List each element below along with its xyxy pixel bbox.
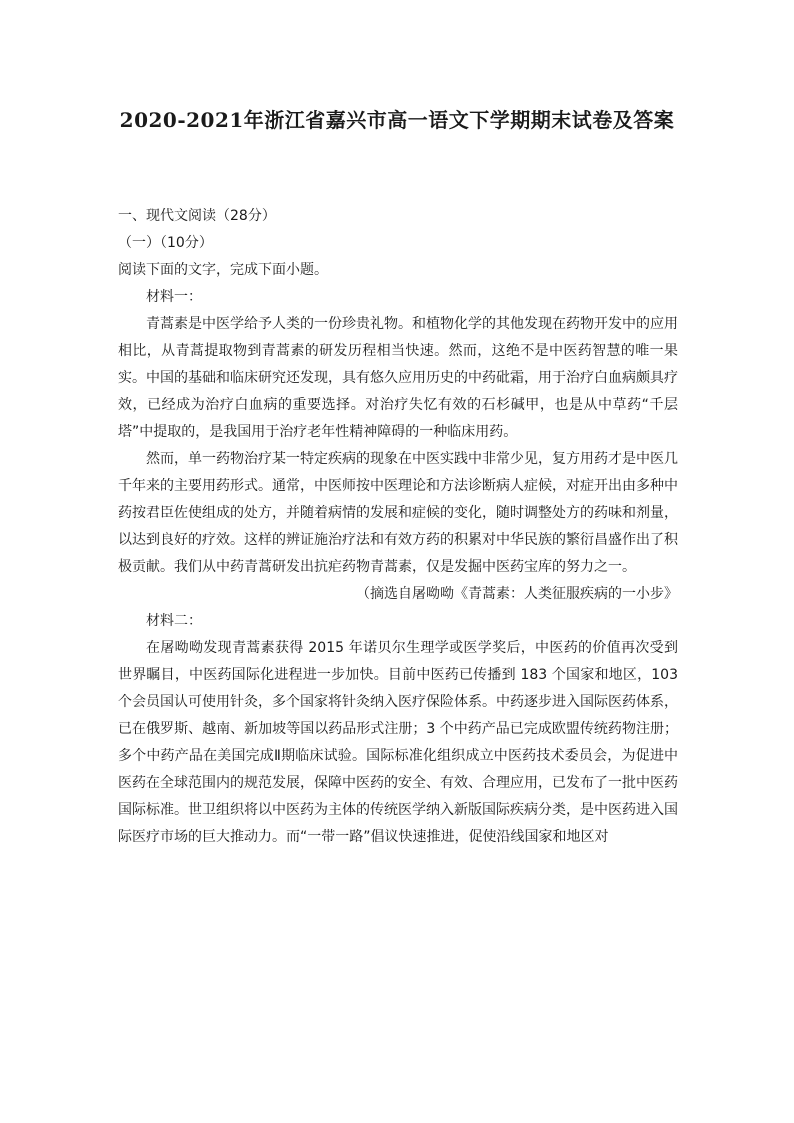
section-heading: 一、现代文阅读（28分） xyxy=(118,208,276,224)
material-one-paragraph: 青蒿素是中医学给予人类的一份珍贵礼物。和植物化学的其他发现在药物开发中的应用相比，从青蒿提取物到青蒿素的研发历程相当快速。然而，这绝不是中医药智慧的唯一果实。中国的基础和临床研究还发现，具有悠久应用历史的中药砒霜，用于治疗白血病颇具疗效，已经成为治疗白血病的重要选择。对治疗失忆有效的石杉碱甲，也是从中草药“千层塔”中提取的，是我国用于治疗老年性精神障碍的一种临床用药。 xyxy=(118,316,678,440)
document-title: 2020-2021年浙江省嘉兴市高一语文下学期期末试卷及答案 xyxy=(119,108,675,132)
subsection-heading: （一）（10分） xyxy=(118,235,213,251)
material-one-label: 材料一： xyxy=(146,289,202,305)
material-one-paragraph: 然而，单一药物治疗某一特定疾病的现象在中医实践中非常少见，复方用药才是中医几千年来的主要用药形式。通常，中医师按中医理论和方法诊断病人症候，对症开出由多种中药按君臣佐使组成的处方，并随着病情的发展和症候的变化，随时调整处方的药味和剂量，以达到良好的疗效。这样的辨证施治疗法和有效方药的积累对中华民族的繁衍昌盛作出了积极贡献。我们从中药青蒿研发出抗疟药物青蒿素，仅是发掘中医药宝库的努力之一。 xyxy=(118,451,678,575)
instruction-text: 阅读下面的文字，完成下面小题。 xyxy=(118,262,328,278)
document-body xyxy=(118,203,678,851)
material-two-label: 材料二： xyxy=(146,613,202,629)
material-one-source: （摘选自屠呦呦《青蒿素：人类征服疾病的一小步》 xyxy=(356,586,678,602)
material-two-paragraph: 在屠呦呦发现青蒿素获得 2015 年诺贝尔生理学或医学奖后，中医药的价值再次受到世界瞩目，中医药国际化进程进一步加快。目前中医药已传播到 183 个国家和地区，103 个会员国认可使用针灸，多个国家将针灸纳入医疗保险体系。中药逐步进入国际医药体系，已在俄罗斯、越南、新加坡等国以药品形式注册；3 个中药产品已完成欧盟传统药物注册；多个中药产品在美国完成Ⅱ期临床试验。国际标准化组织成立中医药技术委员会，为促进中医药在全球范围内的规范发展，保障中医药的安全、有效、合理应用，已发布了一批中医药国际标准。世卫组织将以中医药为主体的传统医学纳入新版国际疾病分类，是中医药进入国际医疗市场的巨大推动力。而“一带一路”倡议快速推进，促使沿线国家和地区对 xyxy=(118,640,678,845)
